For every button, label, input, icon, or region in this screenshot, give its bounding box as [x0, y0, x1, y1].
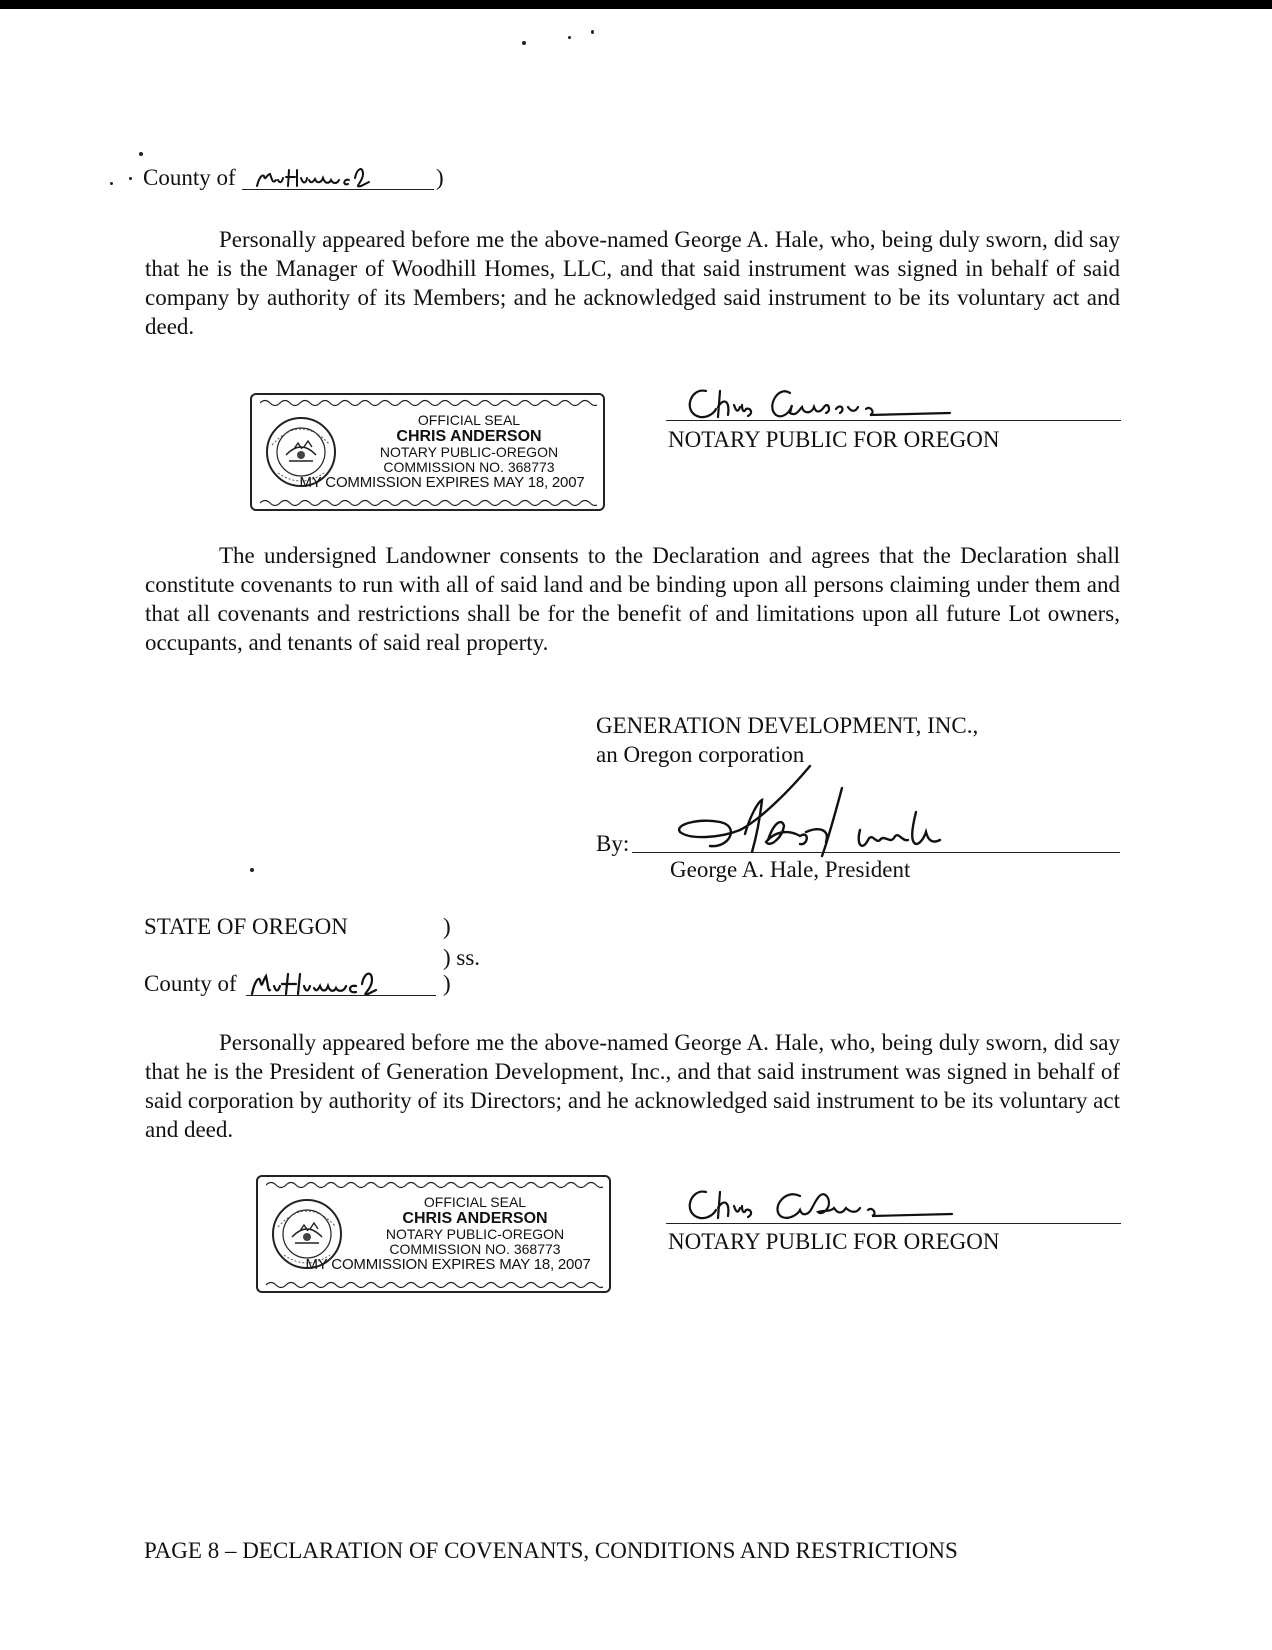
- signer-name: George A. Hale, President: [670, 857, 911, 882]
- seal-commission-expiry: MY COMMISSION EXPIRES MAY 18, 2007: [305, 1256, 591, 1273]
- seal-border-pattern: [260, 498, 597, 508]
- seal-notary-state: NOTARY PUBLIC-OREGON: [379, 444, 559, 460]
- company-description: an Oregon corporation: [596, 742, 805, 767]
- county-paren: ): [436, 165, 444, 190]
- county-underline-2: [246, 995, 436, 996]
- scan-speck: [250, 868, 254, 872]
- notary-signature-line-2: [666, 1223, 1121, 1224]
- scan-speck: [129, 177, 132, 180]
- official-seal-2: [256, 1175, 611, 1293]
- page-footer: PAGE 8 – DECLARATION OF COVENANTS, CONDITIONS AND RESTRICTIONS: [144, 1538, 958, 1563]
- ss-label: ) ss.: [443, 945, 481, 970]
- seal-border-pattern: [260, 398, 597, 408]
- seal-notary-state: NOTARY PUBLIC-OREGON: [385, 1226, 565, 1242]
- scan-speck: [568, 36, 571, 39]
- seal-notary-name: CHRIS ANDERSON: [402, 1210, 548, 1227]
- acknowledgment-paragraph-2: Personally appeared before me the above-named George A. Hale, who, being duly sworn, did say that he is the President of Generation Development, Inc., and that said instrument was signed in behalf of said corporation by authority of its Directors; and he acknowledged said instrument to be its voluntary act and deed.: [145, 1030, 1120, 1142]
- president-signature-line: [632, 852, 1120, 853]
- seal-border-pattern: [266, 1280, 603, 1290]
- county-handwritten-2: [248, 964, 448, 1004]
- seal-title: OFFICIAL SEAL: [417, 412, 521, 428]
- seal-commission-number: COMMISSION NO. 368773: [389, 1241, 561, 1257]
- seal-notary-name: CHRIS ANDERSON: [396, 428, 542, 445]
- notary-signature-line-1: [666, 420, 1121, 421]
- acknowledgment-paragraph-1: Personally appeared before me the above-named George A. Hale, who, being duly sworn, did say that he is the Manager of Woodhill Homes, LLC, and that said instrument was signed in behalf of said company by authority of its Members; and he acknowledged said instrument to be its voluntary act and deed.: [145, 227, 1120, 339]
- seal-title: OFFICIAL SEAL: [423, 1194, 527, 1210]
- seal-border-pattern: [266, 1180, 603, 1190]
- county-underline: [242, 189, 434, 190]
- company-name: GENERATION DEVELOPMENT, INC.,: [596, 713, 979, 738]
- scan-speck: [110, 182, 113, 185]
- scan-speck: [522, 41, 526, 45]
- county-paren-2: ): [443, 971, 451, 996]
- notary-signature-1: [680, 383, 1010, 429]
- seal-commission-expiry: MY COMMISSION EXPIRES MAY 18, 2007: [299, 474, 585, 491]
- seal-commission-number: COMMISSION NO. 368773: [383, 459, 555, 475]
- state-paren: ): [443, 914, 451, 939]
- official-seal-1: [250, 393, 605, 511]
- by-label: By:: [596, 831, 630, 856]
- state-label: STATE OF OREGON: [144, 914, 348, 939]
- scan-speck: [591, 30, 594, 34]
- scan-speck: [139, 152, 143, 156]
- scan-top-edge: [0, 0, 1272, 9]
- county-label: County of: [143, 165, 236, 190]
- consent-paragraph: The undersigned Landowner consents to the Declaration and agrees that the Declaration shall constitute covenants to run with all of said land and be binding upon all persons claiming under them and that all covenants and restrictions shall be for the benefit of and limitations upon all future Lot owners, occupants, and tenants of said real property.: [145, 543, 1120, 655]
- county-handwritten: [245, 160, 445, 196]
- notary-title-1: NOTARY PUBLIC FOR OREGON: [668, 427, 1000, 452]
- notary-title-2: NOTARY PUBLIC FOR OREGON: [668, 1229, 1000, 1254]
- county-label-2: County of: [144, 971, 237, 996]
